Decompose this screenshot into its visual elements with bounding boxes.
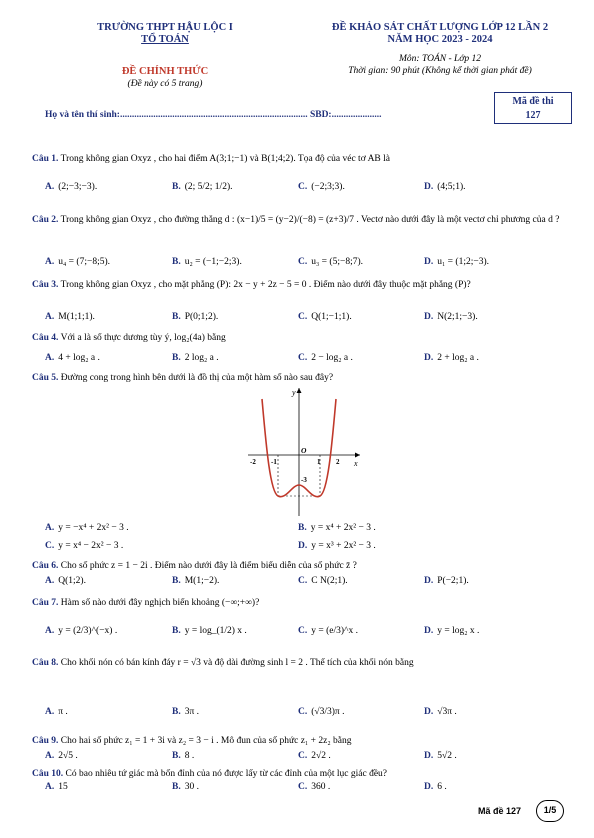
question-6 [32,560,572,572]
tick-label-neg1: -1 [271,458,277,466]
option-b[interactable]: B. (2; 5/2; 1/2). [172,182,233,192]
option-c[interactable]: C. u₃ = (5;−8;7). [298,257,364,267]
option-a[interactable]: A. π . [45,707,68,717]
option-b[interactable]: B. P(0;1;2). [172,312,219,322]
question-text: Trong không gian Oxyz , cho mặt phẳng (P): 2x − y + 2z − 5 = 0 . Điểm nào dưới đây thuộc mặt phẳng (P)? [60,280,471,290]
question-4 [32,332,572,344]
function-graph [244,384,364,519]
question-1 [32,153,572,165]
question-label: Câu 8. [32,658,59,668]
option-c[interactable]: C. 2√2 . [298,751,331,761]
question-label: Câu 5. [32,373,59,383]
option-d[interactable]: D. (4;5;1). [424,182,466,192]
option-d[interactable]: D. u₁ = (1;2;−3). [424,257,490,267]
option-c[interactable]: C. C N(2;1). [298,576,348,586]
tick-label-1: 1 [317,458,321,466]
question-text: Cho số phức z = 1 − 2i . Điểm nào dưới đây là điểm biểu diễn của số phức z̄ ? [60,561,357,571]
question-7 [32,597,572,609]
option-a[interactable]: A. y = (2/3)^(−x) . [45,626,118,636]
question-label: Câu 9. [32,736,59,746]
option-c[interactable]: C. Q(1;−1;1). [298,312,352,322]
option-b[interactable]: B. y = x⁴ + 2x² − 3 . [298,523,376,533]
question-text: Hàm số nào dưới đây nghịch biến khoảng (−∞;+∞)? [60,598,260,608]
footer-exam-code: Mã đề 127 [478,806,522,816]
option-d[interactable]: D. y = x³ + 2x² − 3 . [298,541,376,551]
subject-line: Môn: TOÁN - Lớp 12 [399,54,481,64]
question-label: Câu 6. [32,561,59,571]
question-text: Trong không gian Oxyz , cho hai điểm A(3;1;−1) và B(1;4;2). Tọa độ của véc tơ AB là [60,154,390,164]
time-line: Thời gian: 90 phút (Không kể thời gian phát đề) [348,66,532,76]
option-c[interactable]: C. (−2;3;3). [298,182,345,192]
option-d[interactable]: D. √3π . [424,707,457,717]
department-name: TỔ TOÁN [141,34,189,45]
option-b[interactable]: B. 30 . [172,782,199,792]
option-b[interactable]: B. u₂ = (−1;−2;3). [172,257,242,267]
exam-code-box [494,92,572,124]
student-info-line: Họ và tên thí sinh:............................................................................... SBD:..................... [45,110,382,120]
question-8 [32,657,572,669]
option-c[interactable]: C. y = x⁴ − 2x² − 3 . [45,541,124,551]
option-a[interactable]: A. 4 + log₂ a . [45,353,100,363]
option-b[interactable]: B. 8 . [172,751,195,761]
exam-code-label: Mã đề thi [512,96,554,107]
question-label: Câu 3. [32,280,59,290]
y-axis-label: y [292,388,296,397]
option-d[interactable]: D. y = log₂ x . [424,626,480,636]
option-a[interactable]: A. (2;−3;−3). [45,182,98,192]
origin-label: O [301,446,307,455]
option-d[interactable]: D. P(−2;1). [424,576,469,586]
school-name: TRƯỜNG THPT HẬU LỘC I [97,22,233,33]
question-5 [32,372,572,384]
x-axis-arrow-icon [355,453,360,458]
question-text: Đường cong trong hình bên dưới là đồ thị của một hàm số nào sau đây? [60,373,334,383]
option-a[interactable]: A. 2√5 . [45,751,78,761]
question-text: Với a là số thực dương tùy ý, log₂(4a) bằng [60,333,226,343]
question-3 [32,279,572,291]
option-b[interactable]: B. 2 log₂ a . [172,353,219,363]
option-a[interactable]: A. y = −x⁴ + 2x² − 3 . [45,523,129,533]
question-text: Có bao nhiêu tứ giác mà bốn đỉnh của nó được lấy từ các đỉnh của một lục giác đều? [65,769,388,779]
x-axis-label: x [354,459,358,468]
question-9 [32,735,572,747]
option-b[interactable]: B. 3π . [172,707,200,717]
question-label: Câu 2. [32,215,59,225]
option-d[interactable]: D. 5√2 . [424,751,457,761]
tick-label-2: 2 [336,458,340,466]
option-a[interactable]: A. Q(1;2). [45,576,86,586]
question-text: Trong không gian Oxyz , cho đường thẳng d : (x−1)/5 = (y−2)/(−8) = (z+3)/7 . Vectơ nào dưới đây là một vectơ chỉ phương của d ? [60,215,560,225]
option-c[interactable]: C. (√3/3)π . [298,707,345,717]
option-c[interactable]: C. 2 − log₂ a . [298,353,353,363]
option-d[interactable]: D. 6 . [424,782,447,792]
question-2 [32,214,572,226]
question-label: Câu 4. [32,333,59,343]
tick-label-neg2: -2 [250,458,256,466]
option-a[interactable]: A. 15 [45,782,68,792]
exam-title: ĐỀ KHẢO SÁT CHẤT LƯỢNG LỚP 12 LẦN 2 [331,22,549,33]
option-a[interactable]: A. M(1;1;1). [45,312,95,322]
question-text: Cho hai số phức z₁ = 1 + 3i và z₂ = 3 − i . Mô đun của số phức z₁ + 2z₂ bằng [60,736,352,746]
question-label: Câu 1. [32,154,59,164]
question-label: Câu 10. [32,769,64,779]
school-year: NĂM HỌC 2023 - 2024 [387,34,493,45]
option-a[interactable]: A. u₄ = (7;−8;5). [45,257,111,267]
tick-label-neg3: -3 [301,476,307,484]
question-10 [32,768,572,780]
page-number-badge: 1/5 [536,800,564,822]
question-text: Cho khối nón có bán kính đáy r = √3 và độ dài đường sinh l = 2 . Thể tích của khối nón bằng [60,658,414,668]
option-c[interactable]: C. y = (e/3)^x . [298,626,358,636]
option-b[interactable]: B. y = log_(1/2) x . [172,626,247,636]
official-label: ĐỀ CHÍNH THỨC [121,66,209,77]
option-c[interactable]: C. 360 . [298,782,331,792]
option-d[interactable]: D. N(2;1;−3). [424,312,478,322]
page-count-note: (Đề này có 5 trang) [127,79,203,89]
exam-header [0,22,594,102]
y-axis-arrow-icon [297,388,302,393]
option-d[interactable]: D. 2 + log₂ a . [424,353,479,363]
question-label: Câu 7. [32,598,59,608]
option-b[interactable]: B. M(1;−2). [172,576,220,586]
exam-code-value: 127 [525,110,541,121]
